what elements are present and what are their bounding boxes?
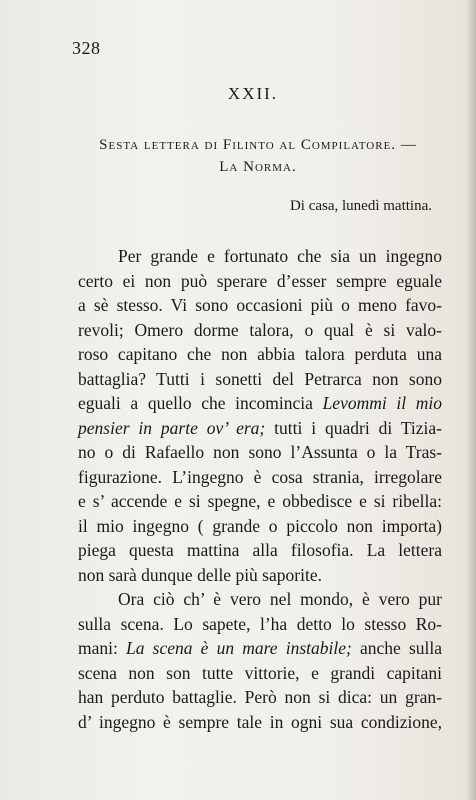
text-line <box>78 636 442 661</box>
line-text: figurazione. L’ingegno è cosa strania, irregolare <box>78 466 442 487</box>
line-text: sulla scena. Lo sapete, l’ha detto lo stesso Ro- <box>78 613 442 634</box>
line-text: tutti i quadri di Tizia- <box>265 417 442 438</box>
line-text: d’ ingegno è sempre tale in ogni sua condizione, <box>78 711 442 732</box>
text-line <box>78 465 442 490</box>
line-text: il mio ingegno ( grande o piccolo non importa) <box>78 515 442 536</box>
line-text: e s’ accende e si spegne, e obbedisce e si ribella: <box>78 491 442 511</box>
chapter-number: XXII. <box>227 84 279 103</box>
text-line <box>78 367 442 392</box>
text-line <box>78 685 442 710</box>
text-line <box>78 391 442 416</box>
text-line <box>78 710 442 735</box>
paragraph-1 <box>78 244 442 587</box>
text-line <box>78 538 442 563</box>
italic-quote: pensier in parte ov’ era; <box>78 417 266 438</box>
dateline: Di casa, lunedì mattina. <box>289 198 432 214</box>
italic-quote: La scena è un mare instabile; <box>126 638 352 658</box>
letter-heading-line: Sesta lettera di Filinto al Compilatore. — <box>99 137 417 153</box>
text-line <box>78 489 442 514</box>
text-line <box>78 342 442 367</box>
page-edge-shadow <box>466 0 476 800</box>
italic-quote: Levommi il mio <box>322 393 442 413</box>
paragraph-2 <box>78 587 442 734</box>
text-line <box>78 440 442 465</box>
text-line <box>78 318 442 343</box>
line-text: mani: <box>78 638 127 658</box>
line-text: piega questa mattina alla filosofia. La lettera <box>78 540 442 560</box>
line-text: han perduto battaglie. Però non si dica: un gran- <box>78 687 442 707</box>
line-text: scena non son tutte vittorie, e grandi capitani <box>78 662 442 683</box>
text-line <box>78 612 442 637</box>
line-text: eguali a quello che incomincia <box>78 393 323 413</box>
page-number: 328 <box>72 38 101 58</box>
line-text: Per grande e fortunato che sia un ingegno <box>118 246 442 266</box>
line-text: battaglia? Tutti i sonetti del Petrarca non sono <box>78 368 442 389</box>
body-text <box>78 244 442 734</box>
line-text: Ora ciò ch’ è vero nel mondo, è vero pur <box>118 589 442 609</box>
text-line <box>78 587 442 612</box>
text-line <box>78 661 442 686</box>
text-line <box>78 269 442 294</box>
line-text: non sarà dunque delle più saporite. <box>78 564 322 585</box>
text-line <box>78 563 442 588</box>
line-text: certo ei non può sperare d’esser sempre eguale <box>78 270 442 291</box>
line-text: revoli; Omero dorme talora, o qual è si valo- <box>78 319 442 340</box>
text-line <box>78 416 442 441</box>
letter-heading <box>78 134 438 178</box>
line-text: anche sulla <box>351 638 442 658</box>
letter-heading-subtitle: La Norma. <box>219 159 297 175</box>
line-text: roso capitano che non abbia talora perduta una <box>78 344 442 364</box>
text-line <box>78 244 442 269</box>
text-line <box>78 514 442 539</box>
line-text: a sè stesso. Vi sono occasioni più o meno favo- <box>78 295 442 315</box>
text-line <box>78 293 442 318</box>
line-text: no o di Rafaello non sono l’Assunta o la Tras- <box>78 442 442 462</box>
